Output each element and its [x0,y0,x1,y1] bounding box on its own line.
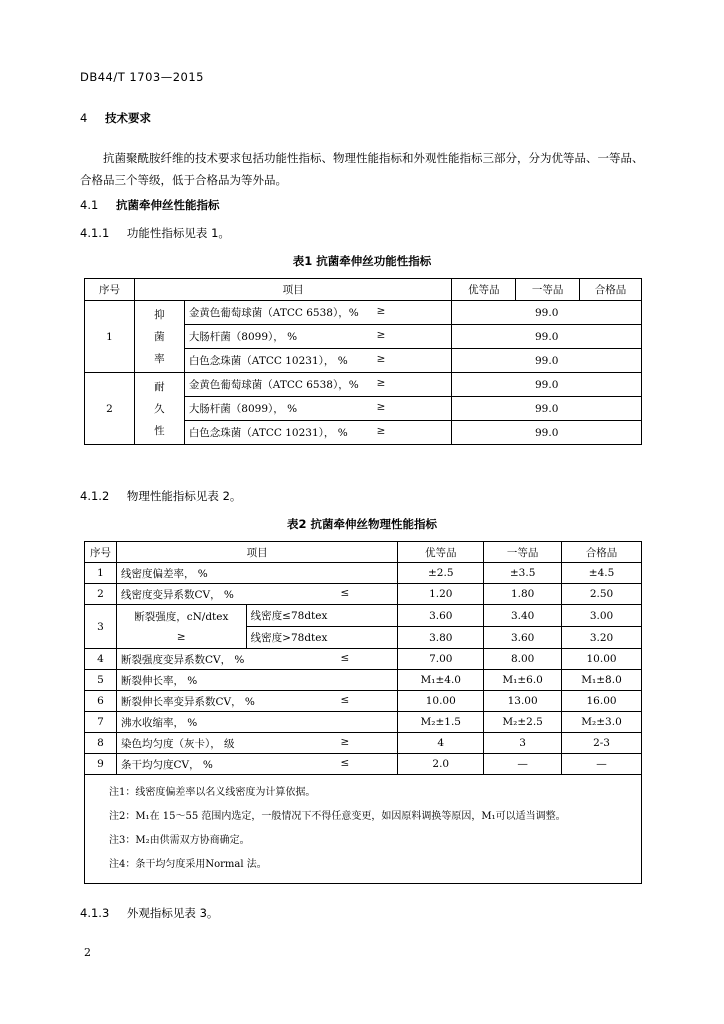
table-1-caption: 表1 抗菌牵伸丝功能性指标 [292,254,432,268]
section-4-1-2-number: 4.1.2 [80,489,110,503]
item-text: 沸水收缩率， % [120,716,198,729]
table-1-group-1-label [134,301,184,373]
table-2-seq: 8 [85,733,117,754]
table-2-grade-1: 1.20 [398,584,484,605]
group-label-char: 久 [154,402,165,415]
table-2-grade-1: 2.0 [398,754,484,775]
table-2-grade-1: 4 [398,733,484,754]
table-2-header-grade-3: 合格品 [562,542,642,563]
table-2-grade-2: 1.80 [484,584,562,605]
table-2-notes-row [85,775,642,884]
table-row [85,373,642,397]
table-row [85,563,642,584]
table-2-breaking-strength-label [116,605,246,649]
table-2-grade-1: ±2.5 [398,563,484,584]
table-row [85,605,642,627]
table-2-condition: 线密度>78dtex [246,627,398,649]
section-4-1-1-text: 功能性指标见表 1。 [126,226,230,240]
section-4-paragraph: 抗菌聚酰胺纤维的技术要求包括功能性指标、物理性能指标和外观性能指标三部分，分为优等品、一等品、合格品三个等级，低于合格品为等外品。 [80,151,644,187]
table-2-grade-2: M₁±6.0 [484,670,562,691]
table-2-seq: 1 [85,563,117,584]
table-2-header-seq: 序号 [85,542,117,563]
table-2-item-cell [116,563,397,584]
table-2-grade-3: — [562,754,642,775]
page-number: 2 [84,946,91,959]
table-2-grade-2: 3.60 [484,627,562,649]
table-row [85,733,642,754]
section-4-heading [80,110,151,126]
table-2-grade-3: 16.00 [562,691,642,712]
table-2-header-grade-2: 一等品 [484,542,562,563]
table-2-grade-3: 3.20 [562,627,642,649]
note-item: 注3：M₂由供需双方协商确定。 [109,835,250,846]
item-text: 白色念珠菌（ATCC 10231）， % [188,427,348,439]
table-1-seq-1: 1 [85,301,135,373]
table-2-seq: 3 [85,605,117,649]
table-2-grade-2: 3.40 [484,605,562,627]
item-operator: ≥ [340,735,350,748]
note-item: 注1：线密度偏差率以名义线密度为计算依据。 [109,787,316,798]
item-text: 断裂伸长率变异系数CV， % [120,695,255,708]
item-text: 断裂伸长率， % [120,674,198,687]
item-operator: ≥ [376,377,386,389]
section-4-1-number: 4.1 [80,198,99,212]
table-1-header-grade-3: 合格品 [580,279,642,301]
table-2-grade-1: M₂±1.5 [398,712,484,733]
table-2-notes [85,775,642,884]
table-2-condition: 线密度≤78dtex [246,605,398,627]
table-2-seq: 4 [85,649,117,670]
table-1-seq-2: 2 [85,373,135,445]
standard-code: DB44/T 1703—2015 [80,70,204,84]
section-4-1-3-text: 外观指标见表 3。 [126,906,219,920]
table-1-header-seq: 序号 [85,279,135,301]
table-row [85,301,642,325]
item-operator: ≤ [340,651,350,664]
table-1-value: 99.0 [452,373,642,397]
item-text: 染色均匀度（灰卡）， 级 [120,737,235,750]
table-row [85,584,642,605]
table-2-seq: 9 [85,754,117,775]
table-1-value: 99.0 [452,301,642,325]
table-1 [84,278,642,445]
table-row [85,691,642,712]
item-operator: ≥ [176,630,186,643]
table-2-header-grade-1: 优等品 [398,542,484,563]
table-1-item-cell [184,421,452,445]
table-1-value: 99.0 [452,397,642,421]
table-1-item-cell [184,373,452,397]
item-operator: ≤ [340,693,350,706]
group-label-char: 耐 [154,380,165,393]
item-operator: ≥ [376,401,386,413]
table-1-value: 99.0 [452,349,642,373]
table-2-seq: 6 [85,691,117,712]
table-2-item-cell [116,670,397,691]
item-text: 白色念珠菌（ATCC 10231）， % [188,355,348,367]
item-operator: ≥ [376,305,386,317]
table-row [85,754,642,775]
table-2-item-cell [116,691,397,712]
section-4-title: 技术要求 [104,111,151,125]
table-row [85,712,642,733]
table-2-grade-2: M₂±2.5 [484,712,562,733]
table-2-grade-3: ±4.5 [562,563,642,584]
table-2-grade-1: 3.80 [398,627,484,649]
group-label-char: 性 [154,424,165,437]
table-2-grade-3: 2.50 [562,584,642,605]
item-text: 大肠杆菌（8099）， % [188,331,298,343]
table-2-grade-3: 2-3 [562,733,642,754]
table-1-group-2-label [134,373,184,445]
table-2-item-cell [116,712,397,733]
section-4-1-3-number: 4.1.3 [80,906,110,920]
section-4-number: 4 [80,111,88,125]
table-1-item-cell [184,301,452,325]
table-2-grade-2: 8.00 [484,649,562,670]
table-2-grade-2: ±3.5 [484,563,562,584]
table-2-seq: 5 [85,670,117,691]
table-2-grade-3: 3.00 [562,605,642,627]
table-2-item-cell [116,584,397,605]
item-text: 条干均匀度CV， % [120,758,213,771]
note-item: 注4：条干均匀度采用Normal 法。 [109,859,267,870]
table-2-grade-2: — [484,754,562,775]
item-operator: ≥ [376,353,386,365]
table-1-item-cell [184,349,452,373]
item-text: 大肠杆菌（8099）， % [188,403,298,415]
group-label-char: 率 [154,352,165,365]
table-2-grade-1: 10.00 [398,691,484,712]
item-text: 断裂强度变异系数CV， % [120,653,245,666]
table-2-grade-3: M₁±8.0 [562,670,642,691]
item-text: 线密度偏差率， % [120,567,208,580]
item-operator: ≥ [376,425,386,437]
item-text: 金黄色葡萄球菌（ATCC 6538），% [188,307,359,319]
table-2-header-row [85,542,642,563]
table-1-header-item: 项目 [134,279,451,301]
item-operator: ≤ [340,586,350,599]
table-1-header-row [85,279,642,301]
section-4-1-3-line [80,905,218,921]
section-4-1-1-number: 4.1.1 [80,226,110,240]
item-text: 金黄色葡萄球菌（ATCC 6538），% [188,379,359,391]
table-2-caption: 表2 抗菌牵伸丝物理性能指标 [286,517,437,531]
table-2-seq: 7 [85,712,117,733]
table-2-grade-2: 13.00 [484,691,562,712]
table-2-grade-2: 3 [484,733,562,754]
table-2-seq: 2 [85,584,117,605]
table-1-value: 99.0 [452,421,642,445]
group-label-char: 菌 [154,330,165,343]
table-2-grade-1: 3.60 [398,605,484,627]
section-4-1-1-line [80,225,230,241]
section-4-1-title: 抗菌牵伸丝性能指标 [115,198,220,212]
table-1-item-cell [184,325,452,349]
table-2 [84,541,642,884]
table-2-header-item: 项目 [116,542,397,563]
note-item: 注2：M₁在 15～55 范围内选定，一般情况下不得任意变更，如因原料调换等原因，M₁可以适当调整。 [109,811,566,822]
table-row [85,649,642,670]
table-2-item-cell [116,733,397,754]
table-1-header-grade-2: 一等品 [516,279,580,301]
section-4-1-2-text: 物理性能指标见表 2。 [126,489,242,503]
section-4-1-heading [80,197,219,213]
item-text: 断裂强度，cN/dtex [134,610,229,623]
table-1-header-grade-1: 优等品 [452,279,516,301]
table-2-item-cell [116,649,397,670]
item-operator: ≥ [376,329,386,341]
table-2-grade-1: 7.00 [398,649,484,670]
group-label-char: 抑 [154,308,165,321]
item-operator: ≤ [340,756,350,769]
table-row [85,670,642,691]
table-2-item-cell [116,754,397,775]
table-1-item-cell [184,397,452,421]
table-2-grade-3: 10.00 [562,649,642,670]
table-2-grade-1: M₁±4.0 [398,670,484,691]
table-1-value: 99.0 [452,325,642,349]
item-text: 线密度变异系数CV， % [120,588,234,601]
section-4-1-2-line [80,488,241,504]
table-2-grade-3: M₂±3.0 [562,712,642,733]
